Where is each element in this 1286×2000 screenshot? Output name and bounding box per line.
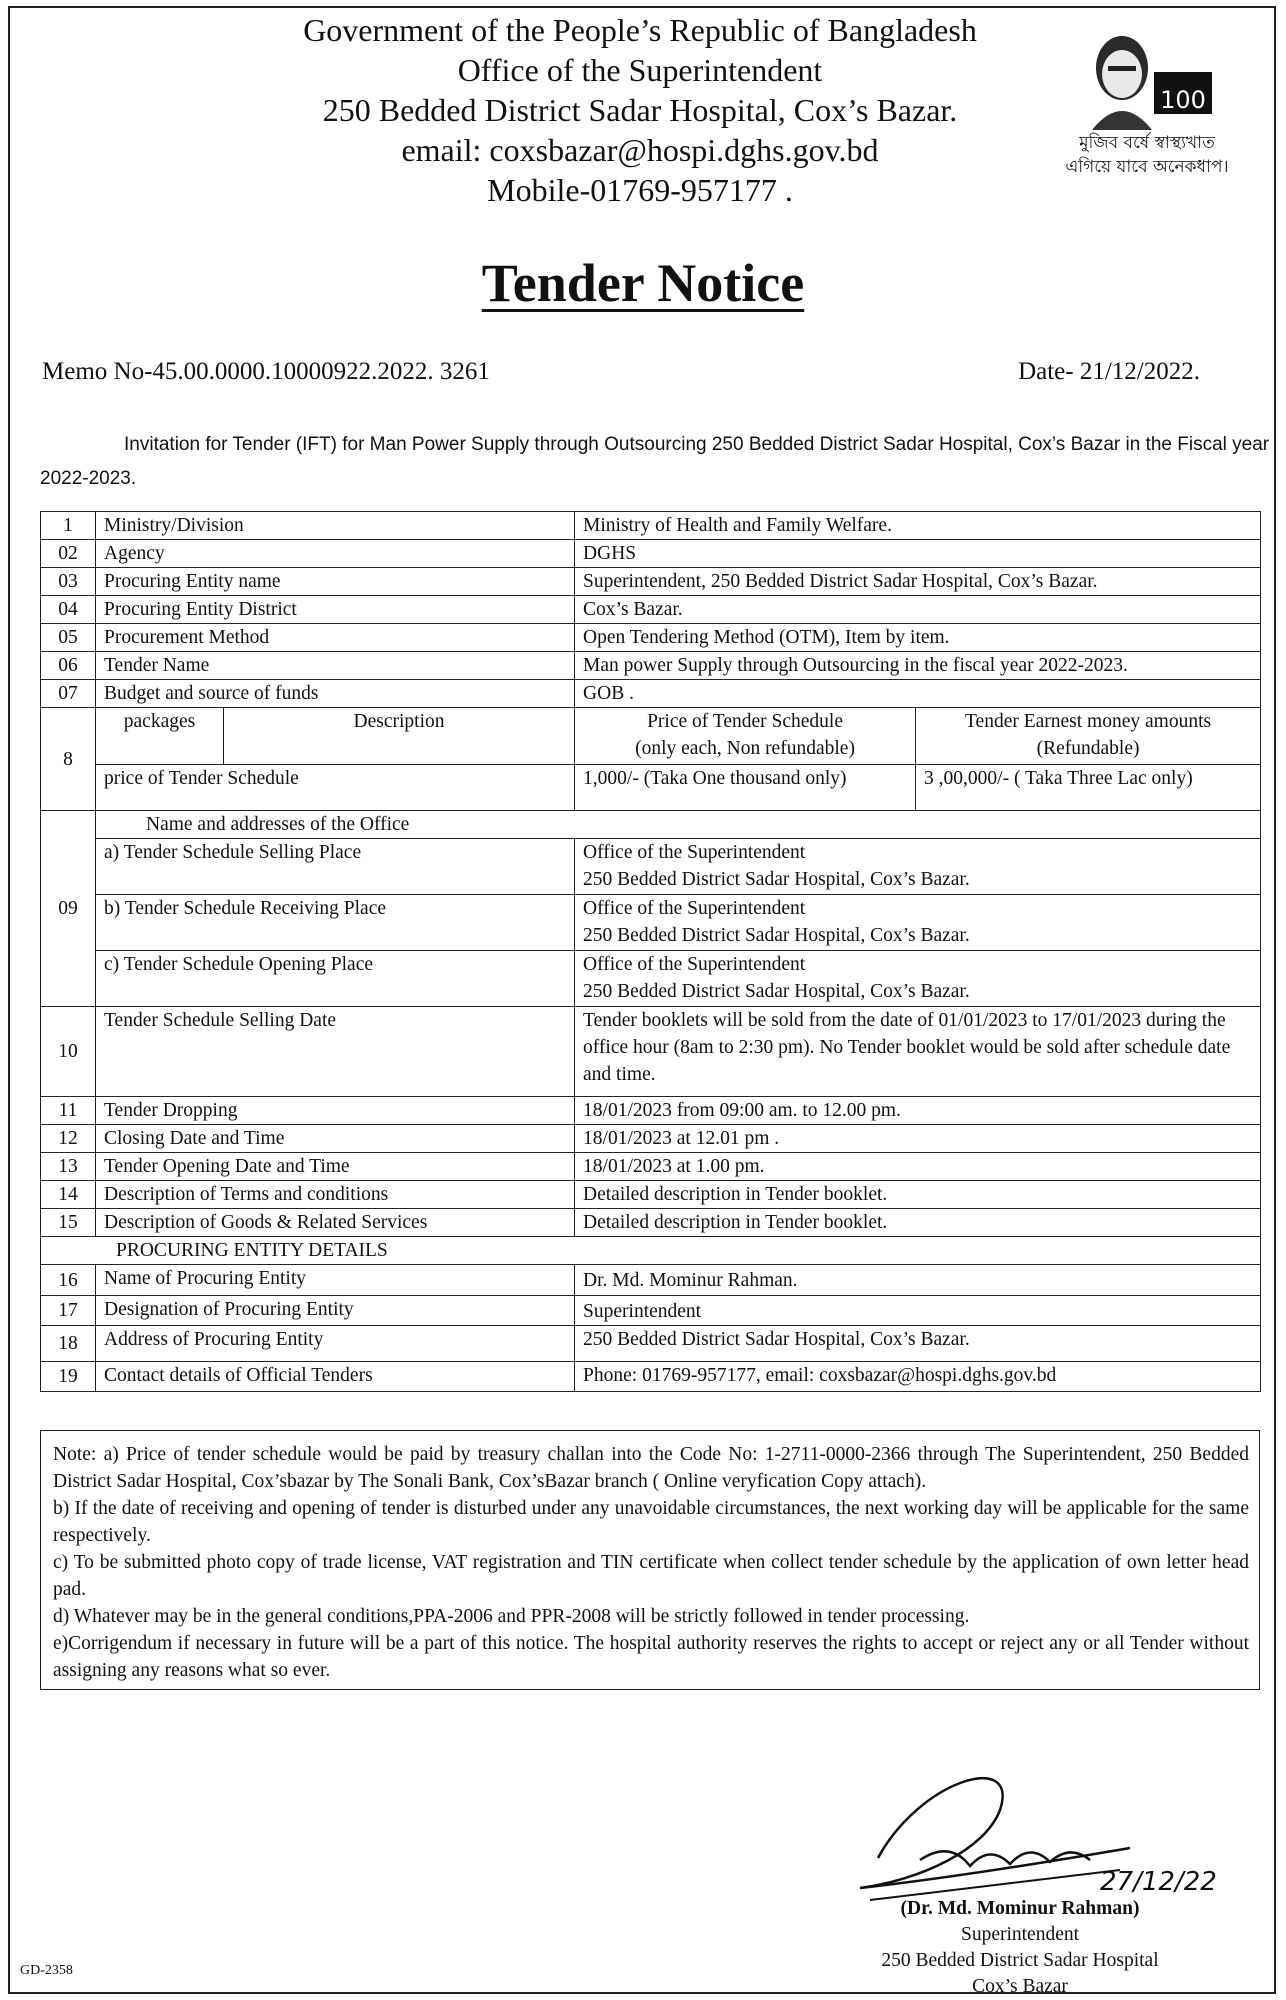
- office-name: Office of the Superintendent: [457, 52, 823, 88]
- memo-number: Memo No-45.00.0000.10000922.2022. 3261: [42, 358, 490, 385]
- office-heading-row: 09 Name and addresses of the Office: [41, 811, 1261, 839]
- signature-block: [800, 1896, 1240, 2000]
- table-row: c) Tender Schedule Opening Place Office of the Superintendent 250 Bedded District Sadar Hospital, Cox’s Bazar.: [41, 951, 1261, 1007]
- signatory-place: Cox’s Bazar: [972, 1976, 1068, 1997]
- note-e: e)Corrigendum if necessary in future will be a part of this notice. The hospital authority reserves the rights to accept or reject any or all Tender without assigning any reasons what so ever.: [53, 1633, 1249, 1681]
- hospital-name: 250 Bedded District Sadar Hospital, Cox’s Bazar.: [322, 92, 958, 128]
- price-header: Price of Tender Schedule (only each, Non refundable): [575, 708, 916, 765]
- table-row: 07 Budget and source of funds GOB .: [41, 680, 1261, 708]
- mujib-100-emblem: [1042, 22, 1252, 192]
- document-code: GD-2358: [20, 1963, 73, 1978]
- package-value-row: price of Tender Schedule 1,000/- (Taka One thousand only) 3 ,00,000/- ( Taka Three Lac only): [41, 765, 1261, 811]
- packages-header: packages: [96, 708, 224, 765]
- slogan-line-2: এগিয়ে যাবে অনেকধাপ।: [1065, 157, 1229, 177]
- table-row: 02 Agency DGHS: [41, 540, 1261, 568]
- svg-text:100: 100: [1160, 86, 1206, 114]
- table-row: 16 Name of Procuring Entity Dr. Md. Mominur Rahman.: [41, 1265, 1261, 1296]
- page-title: Tender Notice: [481, 253, 805, 313]
- earnest-header: Tender Earnest money amounts (Refundable): [916, 708, 1261, 765]
- table-row: 05 Procurement Method Open Tendering Method (OTM), Item by item.: [41, 624, 1261, 652]
- procuring-heading-row: PROCURING ENTITY DETAILS: [41, 1237, 1261, 1265]
- header-email: email: coxsbazar@hospi.dghs.gov.bd: [401, 132, 879, 168]
- signatory-designation: Superintendent: [960, 1924, 1080, 1945]
- note-b: b) If the date of receiving and opening of tender is disturbed under any unavoidable circumstances, the next working day will be applicable for the same respectively.: [53, 1498, 1249, 1546]
- table-row: 13 Tender Opening Date and Time 18/01/2023 at 1.00 pm.: [41, 1153, 1261, 1181]
- table-row: 03 Procuring Entity name Superintendent, 250 Bedded District Sadar Hospital, Cox’s Bazar.: [41, 568, 1261, 596]
- table-row: b) Tender Schedule Receiving Place Office of the Superintendent 250 Bedded District Sadar Hospital, Cox’s Bazar.: [41, 895, 1261, 951]
- table-row: 1 Ministry/Division Ministry of Health and Family Welfare.: [41, 512, 1261, 540]
- notice-date: Date- 21/12/2022.: [1018, 358, 1200, 385]
- portrait-logo-icon: [1072, 22, 1222, 130]
- package-header-row: 8 packages Description Price of Tender Schedule (only each, Non refundable) Tender Earnest money amounts (Refundable): [41, 708, 1261, 765]
- tender-details-table: [40, 511, 1261, 1392]
- government-name: Government of the People’s Republic of Bangladesh: [303, 12, 977, 48]
- signatory-org: 250 Bedded District Sadar Hospital: [881, 1950, 1159, 1971]
- slogan-line-1: মুজিব বর্ষে স্বাস্থ্যখাত: [1079, 133, 1215, 153]
- description-header: Description: [224, 708, 575, 765]
- table-row: 06 Tender Name Man power Supply through Outsourcing in the fiscal year 2022-2023.: [41, 652, 1261, 680]
- signatory-name: (Dr. Md. Mominur Rahman): [900, 1898, 1140, 1919]
- note-c: c) To be submitted photo copy of trade license, VAT registration and TIN certificate when collect tender schedule by the application of own letter head pad.: [53, 1552, 1249, 1600]
- header-mobile: Mobile-01769-957177 .: [487, 172, 793, 208]
- table-row: 19 Contact details of Official Tenders Phone: 01769-957177, email: coxsbazar@hospi.dghs.gov.bd: [41, 1362, 1261, 1392]
- handwritten-date: 27/12/22: [1100, 1867, 1217, 1897]
- note-a: Note: a) Price of tender schedule would be paid by treasury challan into the Code No: 1-2711-0000-2366 through The Superintendent, 250 Bedded District Sadar Hospital, Cox’sbazar by The Sonali Bank, Cox’sBazar branch ( Online veryfication Copy attach).: [53, 1444, 1249, 1492]
- table-row: 11 Tender Dropping 18/01/2023 from 09:00 am. to 12.00 pm.: [41, 1097, 1261, 1125]
- letterhead: [200, 10, 1080, 210]
- table-row: a) Tender Schedule Selling Place Office of the Superintendent 250 Bedded District Sadar Hospital, Cox’s Bazar.: [41, 839, 1261, 895]
- invitation-text: Invitation for Tender (IFT) for Man Power Supply through Outsourcing 250 Bedded District Sadar Hospital, Cox’s Bazar in the Fiscal year 2022-2023.: [40, 434, 1270, 489]
- table-row: 12 Closing Date and Time 18/01/2023 at 12.01 pm .: [41, 1125, 1261, 1153]
- table-row: 14 Description of Terms and conditions Detailed description in Tender booklet.: [41, 1181, 1261, 1209]
- notes-box: [40, 1430, 1260, 1690]
- note-d: d) Whatever may be in the general conditions,PPA-2006 and PPR-2008 will be strictly followed in tender processing.: [53, 1606, 970, 1627]
- selling-date-row: 10 Tender Schedule Selling Date Tender booklets will be sold from the date of 01/01/2023 to 17/01/2023 during the office hour (8am to 2:30 pm). No Tender booklet would be sold after schedule date and time.: [41, 1007, 1261, 1097]
- table-row: 04 Procuring Entity District Cox’s Bazar.: [41, 596, 1261, 624]
- table-row: 15 Description of Goods & Related Services Detailed description in Tender booklet.: [41, 1209, 1261, 1237]
- table-row: 17 Designation of Procuring Entity Superintendent: [41, 1296, 1261, 1326]
- table-row: 18 Address of Procuring Entity 250 Bedded District Sadar Hospital, Cox’s Bazar.: [41, 1326, 1261, 1362]
